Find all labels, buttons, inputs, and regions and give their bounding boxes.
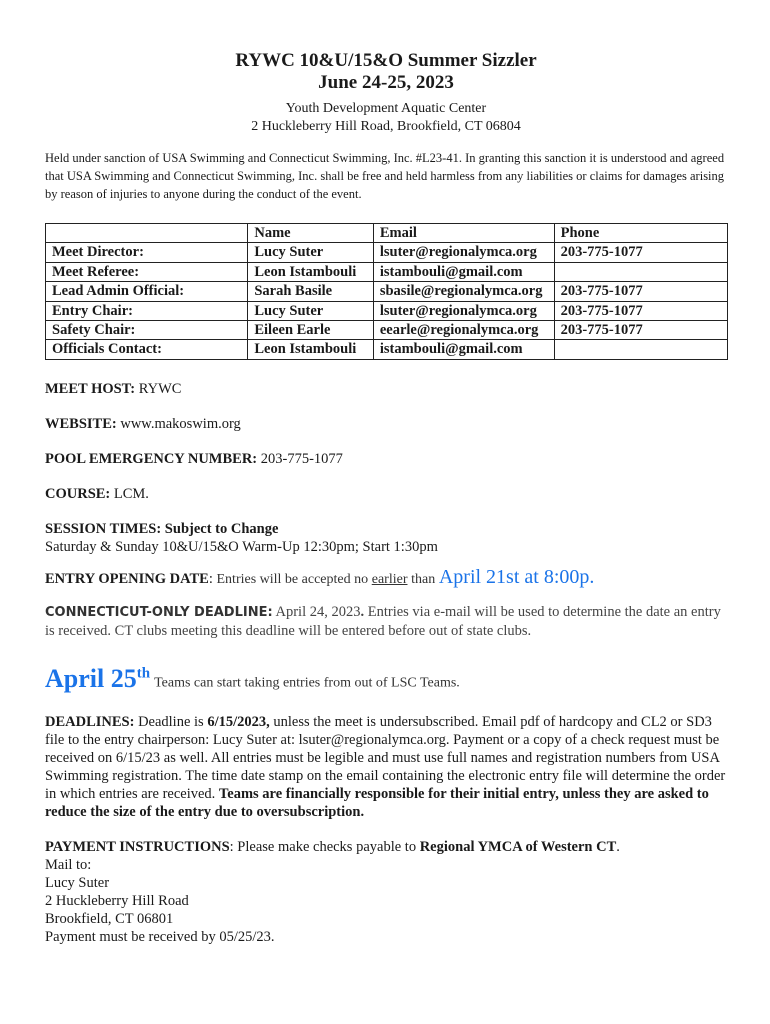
table-row — [46, 282, 728, 301]
april-25-date — [45, 664, 150, 693]
session-times-label: SESSION TIMES: Subject to Change — [45, 520, 279, 537]
document-page — [45, 0, 727, 946]
website-line — [45, 415, 727, 433]
payment-mail-to: Mail to: — [45, 856, 92, 873]
entry-opening-text-after: than — [411, 571, 436, 587]
course-value: LCM. — [113, 485, 149, 502]
email-cell: sbasile@regionalymca.org — [373, 282, 554, 301]
table-row — [46, 321, 728, 340]
payment-street: 2 Huckleberry Hill Road — [45, 892, 189, 909]
role-cell: Entry Chair: — [46, 301, 248, 320]
entry-opening-colon: : — [208, 570, 213, 587]
name-cell: Eileen Earle — [248, 321, 374, 340]
contacts-table — [45, 223, 728, 360]
table-row — [46, 340, 728, 359]
meet-host-line — [45, 380, 727, 398]
meet-host-label: MEET HOST: — [45, 380, 136, 397]
role-cell: Meet Director: — [46, 243, 248, 262]
april-25-line — [45, 658, 727, 699]
deadlines-date: 6/15/2023, — [207, 713, 270, 730]
phone-cell: 203-775-1077 — [554, 321, 727, 340]
course-line — [45, 485, 727, 503]
payment-text: : Please make checks payable to — [229, 838, 417, 855]
email-cell: istambouli@gmail.com — [373, 340, 554, 359]
ct-deadline-text: Entries via e-mail will be used to determine the date an entry is received. CT clubs meeting this deadline will be entered before out of state clubs. — [45, 603, 721, 639]
entry-opening-line — [45, 565, 727, 589]
ct-deadline-period: . — [360, 603, 365, 620]
email-cell: eearle@regionalymca.org — [373, 321, 554, 340]
pool-emergency-label: POOL EMERGENCY NUMBER: — [45, 450, 258, 467]
role-cell: Lead Admin Official: — [46, 282, 248, 301]
website-link[interactable]: www.makoswim.org — [120, 415, 241, 432]
ct-deadline-label: CONNECTICUT-ONLY DEADLINE: — [45, 604, 273, 620]
name-cell: Leon Istambouli — [248, 340, 374, 359]
table-header-row — [46, 224, 728, 243]
name-cell: Lucy Suter — [248, 301, 374, 320]
venue-name: Youth Development Aquatic Center — [285, 101, 487, 116]
payment-recipient: Lucy Suter — [45, 874, 110, 891]
payment-period: . — [616, 838, 620, 855]
phone-cell — [554, 340, 727, 359]
table-row — [46, 301, 728, 320]
ct-deadline-date: April 24, 2023 — [275, 603, 361, 620]
deadlines-label: DEADLINES: — [45, 713, 135, 730]
pool-emergency-number: 203-775-1077 — [260, 450, 343, 467]
deadlines-paragraph — [45, 713, 727, 821]
entry-opening-text: Entries will be accepted no — [216, 571, 369, 587]
april-25-suffix: th — [136, 664, 151, 681]
deadlines-bold-end: Teams are financially responsible for their initial entry, unless they are asked to reduce the size of the entry due to oversubscription. — [45, 785, 709, 820]
header-cell-phone: Phone — [554, 224, 727, 243]
email-cell: lsuter@regionalymca.org — [373, 301, 554, 320]
entry-opening-label: ENTRY OPENING DATE — [45, 570, 209, 587]
phone-cell: 203-775-1077 — [554, 243, 727, 262]
payment-payee: Regional YMCA of Western CT — [419, 838, 617, 855]
venue-address: 2 Huckleberry Hill Road, Brookfield, CT 06804 — [251, 119, 521, 134]
header-cell-role — [46, 224, 248, 243]
email-cell: lsuter@regionalymca.org — [373, 243, 554, 262]
role-cell: Safety Chair: — [46, 321, 248, 340]
course-label: COURSE: — [45, 485, 111, 502]
role-cell: Officials Contact: — [46, 340, 248, 359]
table-row — [46, 262, 728, 281]
session-times-value: Saturday & Sunday 10&U/15&O Warm-Up 12:30pm; Start 1:30pm — [45, 538, 438, 555]
payment-city: Brookfield, CT 06801 — [45, 910, 174, 927]
meet-dates: June 24-25, 2023 — [318, 72, 454, 93]
role-cell: Meet Referee: — [46, 262, 248, 281]
phone-cell: 203-775-1077 — [554, 282, 727, 301]
payment-due-date: Payment must be received by 05/25/23. — [45, 928, 275, 945]
website-label: WEBSITE: — [45, 415, 117, 432]
april-25-main: April 25 — [45, 663, 137, 693]
header-cell-email: Email — [373, 224, 554, 243]
deadlines-text-1: Deadline is — [138, 713, 204, 730]
payment-label: PAYMENT INSTRUCTIONS — [45, 838, 230, 855]
payment-line — [45, 838, 727, 856]
meet-title: RYWC 10&U/15&O Summer Sizzler — [235, 50, 537, 71]
header-cell-name: Name — [248, 224, 374, 243]
name-cell: Leon Istambouli — [248, 262, 374, 281]
meet-host-value: RYWC — [138, 380, 182, 397]
sanction-paragraph: Held under sanction of USA Swimming and Connecticut Swimming, Inc. #L23-41. In granting this sanction it is understood and agreed that USA Swimming and Connecticut Swimming, Inc. shall be free and held harmless from any liabilities or claims for damages arising by reason of injuries to anyone during the conduct of the event. — [45, 151, 725, 201]
session-times-block — [45, 520, 727, 556]
table-row — [46, 243, 728, 262]
name-cell: Sarah Basile — [248, 282, 374, 301]
pool-emergency-line — [45, 450, 727, 468]
email-cell: istambouli@gmail.com — [373, 262, 554, 281]
deadlines-text-2: unless the meet is undersubscribed. Email pdf of hardcopy and CL2 or SD3 file to the entry chairperson: Lucy Suter at: lsuter@regionalymca.org. Payment or a copy of a check request must be received on 6/15/23 as well. All entries must be legible and must use full names and registration numbers from USA Swimming registration. The time date stamp on the email containing the electronic entry file will determine the order in which entries are received. — [45, 713, 726, 802]
name-cell: Lucy Suter — [248, 243, 374, 262]
april-25-text: Teams can start taking entries from out of LSC Teams. — [154, 675, 460, 691]
ct-deadline-paragraph — [45, 603, 727, 640]
phone-cell: 203-775-1077 — [554, 301, 727, 320]
entry-opening-underlined: earlier — [371, 571, 408, 587]
payment-block — [45, 838, 727, 946]
entry-opening-date: April 21st at 8:00p. — [438, 565, 595, 588]
document-header — [45, 50, 727, 136]
phone-cell — [554, 262, 727, 281]
